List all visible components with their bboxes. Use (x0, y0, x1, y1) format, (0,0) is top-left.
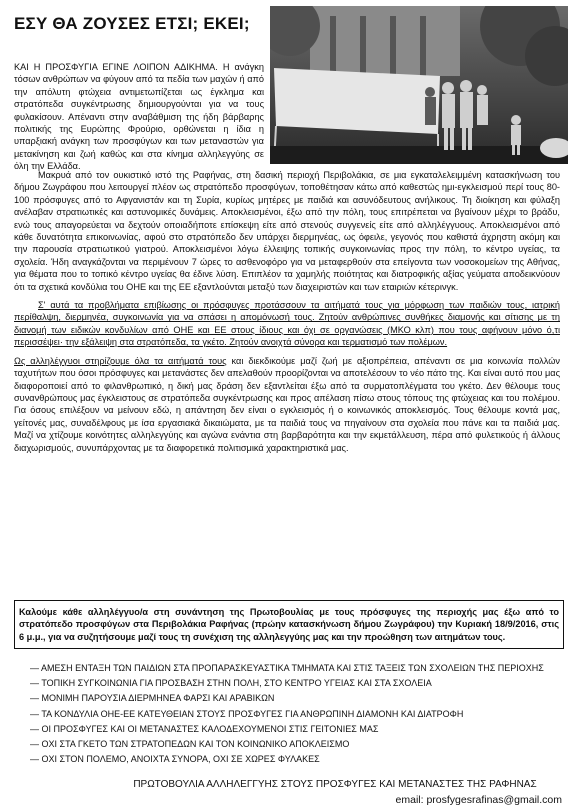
solidarity-lead: Ως αλληλέγγυοι στηρίζουμε όλα τα αιτήματά τους (14, 355, 227, 366)
situation-paragraph: Μακρυά από τον ουκιστικό ιστό της Ραφήνας, στη δασική περιοχή Περιβολάκια, σε μια εγκαταλελειμμένη κατασκήνωση του δήμου Ζωγράφου που λειτουργεί πλέον ως στρατόπεδο προσφύγων, τοποθέτησαν κάτω από καθεστώς ημι-εγκλεισμού περί τους 80-100 πρόσφυγες από το Αφγανιστάν και τη Συρία, κυρίως μητέρες με παιδιά και ασυνόδευτους ανήλικους. Τη διοίκηση και φύλαξη ανέλαβαν στρατιωτικές και αστυνομικές δυνάμεις. Αποκλεισμένοι, έξω από την πόλη, τους επιτρέπεται να βγαίνουν μέχρι το βράδυ, ενώ τους απαγορεύεται να δεχτούν οποιαδήποτε επίσκεψη είτε από στενούς συγγενείς είτε από αλληλέγγυους. Αποκλεισμένοι από κάθε δυνατότητα επικοινωνίας, αφού στο στρατόπεδο δεν υπάρχει διερμηνέας, ως όφειλε, γεγονός που καθιστά άχρηστη ακόμη και την παρουσία στρατιωτικού γιατρού. Αποκλεισμένοι λόγω έλλειψης τοπικής συγκοινωνίας προς την πόλη, το κέντρο υγείας, τα σχολεία. Ήδη αναγκάζονται να περιμένουν 7 ώρες το ασθενοφόρο για να μεταφερθούν στα επείγοντα των νοσοκομείων της Αθήνας, για θέματα που το τοπικό κέντρο υγείας θα έδινε λύση. Επιπλέον τα χαμηλής ποιότητας και διατροφικής αξίας γεύματα αποδεικνύουν ότι τα σχετικά κονδύλια του ΟΗΕ και της ΕΕ εξαντλούνται μεταξύ των διαχειριστών και των εταιριών κέτερινγκ. (14, 170, 560, 292)
body-section (14, 169, 560, 454)
group-signature: ΠΡΩΤΟΒΟΥΛΙΑ ΑΛΛΗΛΕΓΓΥΗΣ ΣΤΟΥΣ ΠΡΟΣΦΥΓΕΣ ΚΑΙ ΜΕΤΑΝΑΣΤΕΣ ΤΗΣ ΡΑΦΗΝΑΣ (133, 779, 537, 790)
list-item: — ΤΑ ΚΟΝΔΥΛΙΑ ΟΗΕ-ΕΕ ΚΑΤΕΥΘΕΙΑΝ ΣΤΟΥΣ ΠΡΟΣΦΥΓΕΣ ΓΙΑ ΑΝΘΡΩΠΙΝΗ ΔΙΑΜΟΝΗ ΚΑΙ ΔΙΑΤΡΟΦΗ (30, 708, 464, 719)
list-item: — ΤΟΠΙΚΗ ΣΥΓΚΟΙΝΩΝΙΑ ΓΙΑ ΠΡΟΣΒΑΣΗ ΣΤΗΝ ΠΟΛΗ, ΣΤΟ ΚΕΝΤΡΟ ΥΓΕΙΑΣ ΚΑΙ ΣΤΑ ΣΧΟΛΕΙΑ (30, 678, 432, 689)
list-item: — ΜΟΝΙΜΗ ΠΑΡΟΥΣΙΑ ΔΙΕΡΜΗΝΕΑ ΦΑΡΣΙ ΚΑΙ ΑΡΑΒΙΚΩΝ (30, 693, 275, 704)
leaflet-title: ΕΣΥ ΘΑ ΖΟΥΣΕΣ ΕΤΣΙ; ΕΚΕΙ; (14, 14, 250, 33)
photo-banner-protest-icon (270, 6, 568, 164)
list-item: — ΟΙ ΠΡΟΣΦΥΓΕΣ ΚΑΙ ΟΙ ΜΕΤΑΝΑΣΤΕΣ ΚΑΛΟΔΕΧΟΥΜΕΝΟΙ ΣΤΙΣ ΓΕΙΤΟΝΙΕΣ ΜΑΣ (30, 723, 379, 734)
intro-paragraph: ΚΑΙ Η ΠΡΟΣΦΥΓΙΑ ΕΓΙΝΕ ΛΟΙΠΟΝ ΑΔΙΚΗΜΑ. Η ανάγκη τόσων ανθρώπων να φύγουν από τα πεδία των μαχών ή από την απόλυτη φτώχεια αντιμετωπίζεται ως έγκλημα και στρατόπεδα συγκέντρωσης δημιουργούνται για να τους φυλακίσουν. Απέναντι στην αναβάθμιση της ήδη βάρβαρης πολιτικής της Ευρώπης Φρούριο, ορθώνεται η ίδια η υπαρξιακή ανάγκη των προσφύγων και των μεταναστών για μετακίνηση και ζωή καθώς και στα κίνημα αλληλεγγύης σε όλη την Ελλάδα. (14, 62, 264, 172)
solidarity-text: και διεκδικούμε μαζί ζωή με αξιοπρέπεια, απέναντι σε μια κοινωνία πολλών ταχυτήτων που όσοι πρόσφυγες και μετανάστες δεν απελαθούν προορίζονται να αποτελέσουν το νέο πάτο της. Και είναι αυτό που μας διαφοροποιεί από το φιλανθρωπικό, η δική μας δράση δεν εξαντλείται έξω από τα συρματοπλέγματα του γκέτο. Δεν θέλουμε τους συνανθρώπους μας έγκλειστους σε στρατόπεδα συγκέντρωσης και προς απέλαση πίσω στους τόπους της φτώχειας και του πολέμου. Για όσους επιλέξουν να μείνουν εδώ, η απάντηση δεν είναι ο εγκλεισμός ή ο κοινωνικός αποκλεισμός. Τους θέλουμε κοντά μας, γείτονές μας, συναδέλφους με ίσα εργασιακά δικαιώματα, με τα παιδιά τους να πηγαίνουν στα σχολεία που πάνε και τα παιδιά μας. Μαζί να χτίζουμε κοινότητες αλληλεγγύης και αγώνα ενάντια στη βαρβαρότητα και την εκμετάλλευση, πέρα από φυλετικούς ή άλλους διαχωρισμούς, συνυπάρχοντας με τα διαφορετικά πολιτισμικά χαρακτηριστικά μας. (14, 355, 560, 453)
list-item: — ΑΜΕΣΗ ΕΝΤΑΞΗ ΤΩΝ ΠΑΙΔΙΩΝ ΣΤΑ ΠΡΟΠΑΡΑΣΚΕΥΑΣΤΙΚΑ ΤΜΗΜΑΤΑ ΚΑΙ ΣΤΙΣ ΤΑΞΕΙΣ ΤΩΝ ΣΧΟΛΕΙΩΝ ΤΗΣ ΠΕΡΙΟΧΗΣ (30, 663, 544, 673)
list-item: — ΟΧΙ ΣΤΑ ΓΚΕΤΟ ΤΩΝ ΣΤΡΑΤΟΠΕΔΩΝ ΚΑΙ ΤΟΝ ΚΟΙΝΩΝΙΚΟ ΑΠΟΚΛΕΙΣΜΟ (30, 739, 350, 750)
contact-email[interactable]: email: prosfygesrafinas@gmail.com (395, 794, 562, 806)
solidarity-paragraph (14, 355, 560, 454)
demands-list (30, 661, 550, 767)
refugee-demands-paragraph: Σ' αυτά τα προβλήματα επιβίωσης οι πρόσφυγες προτάσσουν τα αιτήματά τους για μόρφωση των παιδιών τους, ιατρική περίθαλψη, διερμηνέα, συγκοινωνία για να σπάσει η απομόνωσή τους. Ζητούν ανθρώπινες συνθήκες διαμονής και σίτισης με τη διανομή των ειδικών κονδυλίων από ΟΗΕ και ΕΕ στους ίδιους και όχι σε οργανώσεις (ΜΚΟ κλπ) που τους αφήνουν μόνο ό,τι περισσέψει· την εξάλειψη στα στρατόπεδα, τα γκέτο. Ζητούν ανοιχτά σύνορα και τερματισμό των πολέμων. (14, 300, 560, 348)
meeting-callout-box: Καλούμε κάθε αλληλέγγυο/α στη συνάντηση της Πρωτοβουλίας με τους πρόσφυγες της περιοχής μας έξω από το στρατόπεδο προσφύγων στα Περιβολάκια Ραφήνας (πρώην κατασκήνωση δήμου Ζωγράφου) την Κυριακή 18/9/2016, στις 6 μ.μ., για να συζητήσουμε μαζί τους τη συνέχιση της αλληλεγγύης μας και την προώθηση των αιτημάτων τους. (14, 600, 564, 649)
list-item: — ΟΧΙ ΣΤΟΝ ΠΟΛΕΜΟ, ΑΝΟΙΧΤΑ ΣΥΝΟΡΑ, ΟΧΙ ΣΕ ΧΩΡΕΣ ΦΥΛΑΚΕΣ (30, 754, 320, 765)
protest-photo (270, 6, 568, 164)
